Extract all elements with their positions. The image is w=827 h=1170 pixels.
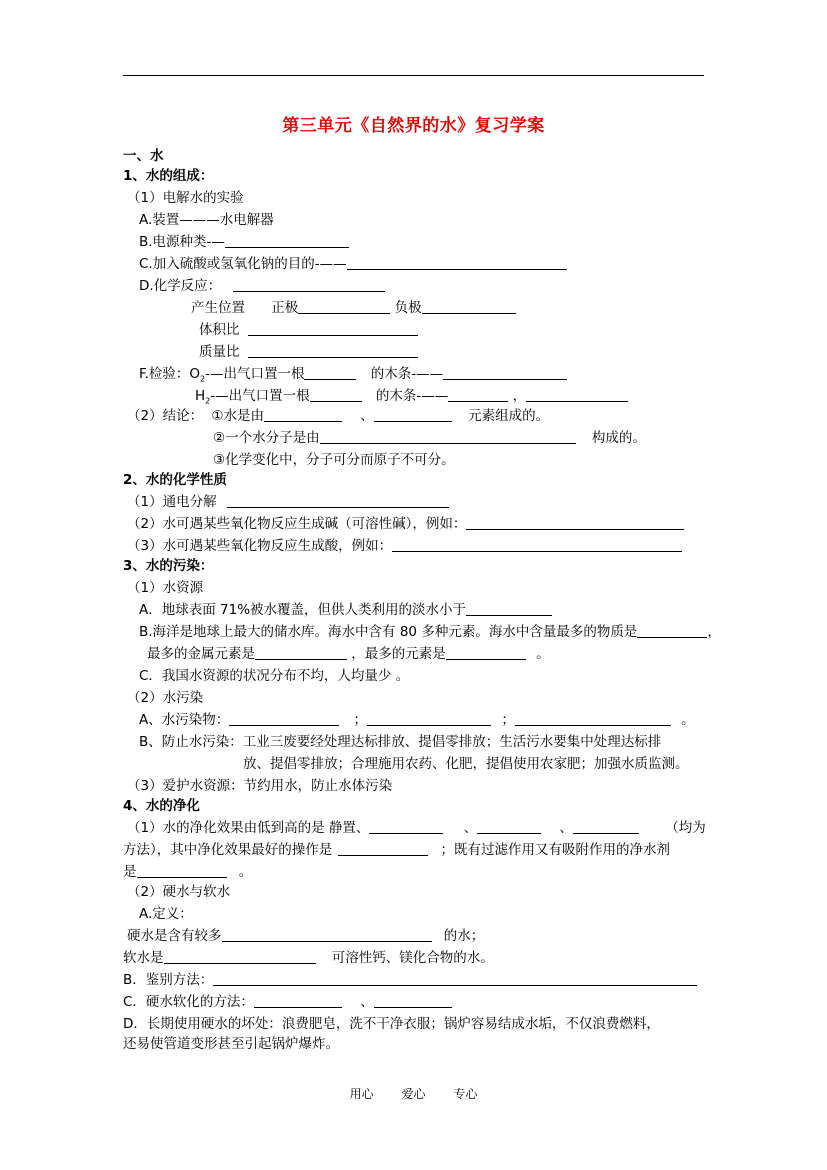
text: ，最多的元素是: [351, 646, 446, 662]
line-acid: [127, 536, 682, 556]
text: （2）结论：: [127, 408, 204, 424]
line-hard-soft: （2）硬水与软水: [127, 884, 231, 900]
blank: [443, 365, 567, 380]
text: 负极: [394, 300, 422, 316]
line-conclusion-3: ③化学变化中，分子可分而原子不可分。: [213, 452, 455, 468]
blank: [310, 387, 362, 402]
blank: [233, 277, 385, 292]
text: ①水是由: [211, 408, 264, 424]
text: ；: [353, 712, 368, 728]
line-freshwater: [139, 600, 552, 620]
text: C.加入硫酸或氢氧化钠的目的-——: [139, 256, 347, 272]
blank: [573, 819, 639, 834]
line-protect: （3）爱护水资源：节约用水，防止水体污染: [127, 778, 393, 794]
blank: [466, 515, 684, 530]
blank: [637, 623, 707, 638]
text: 构成的。: [591, 430, 646, 446]
line-hard-water: [127, 926, 484, 946]
text: ；: [501, 712, 515, 728]
text: （1）通电分解: [127, 494, 217, 510]
blank: [446, 645, 526, 660]
heading-pollution: 3、水的污染：: [123, 558, 214, 574]
line-power: [139, 232, 349, 252]
blank: [477, 819, 541, 834]
blank: [248, 343, 418, 358]
line-decompose: [127, 492, 449, 512]
line-soften: [123, 992, 452, 1012]
line-conclusion-2: [213, 428, 646, 448]
text: 、: [463, 820, 478, 836]
blank: [320, 429, 576, 444]
blank: [298, 299, 390, 314]
subscript: 2: [205, 396, 211, 406]
line-pollutants: [139, 710, 695, 730]
blank: [515, 711, 671, 726]
text: H: [195, 388, 206, 404]
blank: [526, 387, 628, 402]
text: 、: [559, 820, 573, 836]
text: 质量比: [199, 344, 240, 360]
line-water-pollution: （2）水污染: [127, 690, 204, 706]
text: ；既有过滤作用又有吸附作用的净水剂: [440, 842, 671, 858]
text: ，: [512, 388, 527, 404]
line-volume: [199, 320, 418, 340]
blank: [466, 601, 552, 616]
text: （1）水的净化效果由低到高的是 静置、: [127, 820, 370, 836]
footer-text: 爱心: [401, 1087, 426, 1101]
text: 元素组成的。: [468, 408, 550, 424]
line-purify-1: [127, 818, 706, 838]
line-conclusion-1: [127, 406, 549, 426]
text: 。: [238, 864, 253, 880]
blank: [248, 321, 418, 336]
line-purify-3: [123, 862, 252, 882]
blank: [448, 387, 508, 402]
blank: [137, 863, 227, 878]
heading-composition: 1、水的组成：: [123, 168, 214, 184]
blank: [225, 233, 349, 248]
section-heading: 一、水: [123, 148, 164, 164]
blank: [338, 841, 428, 856]
line-test-h2: [195, 386, 628, 406]
line-position: [191, 298, 516, 318]
blank: [213, 971, 697, 986]
text: （3）水可遇某些氧化物反应生成酸，例如：: [127, 538, 393, 554]
line-resources: （1）水资源: [127, 580, 204, 596]
line-test-o2: [139, 364, 567, 384]
line-china-water: C．我国水资源的状况分布不均，人均量少 。: [139, 668, 410, 684]
blank: [374, 993, 452, 1008]
text: 可溶性钙、镁化合物的水。: [331, 950, 494, 966]
text: D.化学反应：: [139, 278, 222, 294]
line-base: [127, 514, 684, 534]
text: B．鉴别方法：: [123, 972, 214, 988]
text: C．硬水软化的方法：: [123, 994, 254, 1010]
text: F.检验：O: [139, 366, 201, 382]
text: 产生位置: [191, 300, 245, 316]
line-mass: [199, 342, 418, 362]
text: B.电源种类-—: [139, 234, 225, 250]
text: 、: [360, 994, 374, 1010]
text: A．地球表面 71%被水覆盖，但供人类利用的淡水小于: [139, 602, 467, 618]
footer-text: 专心: [453, 1087, 478, 1101]
line-harm-1: D．长期使用硬水的坏处：浪费肥皂，洗不干净衣服；锅炉容易结成水垢，不仅浪费燃料，: [123, 1016, 660, 1032]
text: （均为: [665, 820, 706, 836]
text: 软水是: [123, 950, 164, 966]
blank: [369, 819, 443, 834]
line-identify: [123, 970, 697, 990]
footer-text: 用心: [349, 1087, 374, 1101]
text: ②一个水分子是由: [213, 430, 320, 446]
blank: [304, 365, 356, 380]
text: 是: [123, 864, 137, 880]
line-purify-2: [123, 840, 670, 860]
line-prevention-1: B、防止水污染：工业三废要经处理达标排放、提倡零排放；生活污水要集中处理达标排: [139, 734, 662, 750]
blank: [229, 711, 339, 726]
blank: [367, 711, 491, 726]
blank: [222, 927, 432, 942]
heading-purification: 4、水的净化: [123, 798, 200, 814]
text: 体积比: [199, 322, 240, 338]
text: 的木条-——: [370, 366, 444, 382]
blank: [264, 407, 342, 422]
heading-chemical-properties: 2、水的化学性质: [123, 472, 227, 488]
text: B.海洋是地球上最大的储水库。海水中含有 80 多种元素。海水中含量最多的物质是: [139, 624, 638, 640]
text: （2）水可遇某些氧化物反应生成碱（可溶性碱），例如：: [127, 516, 467, 532]
line-reaction: [139, 276, 385, 296]
blank: [255, 645, 347, 660]
text: 的木条-——: [375, 388, 449, 404]
text: 。: [536, 646, 550, 662]
blank: [347, 255, 567, 270]
text: -—出气口置一根: [210, 388, 310, 404]
text: 硬水是含有较多: [127, 928, 222, 944]
text: 。: [681, 712, 695, 728]
text: -—出气口置一根: [205, 366, 305, 382]
line-purpose: [139, 254, 567, 274]
blank: [422, 299, 516, 314]
text: 方法），其中净化效果最好的操作是: [123, 842, 333, 858]
blank: [374, 407, 452, 422]
text: 的水；: [443, 928, 485, 944]
text: 、: [360, 408, 374, 424]
subscript: 2: [200, 374, 206, 384]
line-electrolysis: （1）电解水的实验: [127, 190, 244, 206]
blank: [254, 993, 342, 1008]
blank: [227, 493, 449, 508]
line-apparatus: A.装置———水电解器: [139, 212, 274, 228]
line-harm-2: 还易使管道变形甚至引起锅炉爆炸。: [123, 1036, 339, 1052]
page-footer: [0, 1085, 827, 1102]
line-definition: A.定义：: [139, 906, 193, 922]
blank: [164, 949, 316, 964]
blank: [392, 537, 682, 552]
line-ocean-1: [139, 622, 721, 642]
text: 最多的金属元素是: [147, 646, 255, 662]
line-ocean-2: [147, 644, 550, 664]
header-rule: [123, 75, 704, 76]
text: ，: [707, 624, 721, 640]
line-prevention-2: 放、提倡零排放；合理施用农药、化肥，提倡使用农家肥；加强水质监测。: [243, 756, 689, 772]
text: A、水污染物：: [139, 712, 230, 728]
text: 正极: [271, 300, 299, 316]
line-soft-water: [123, 948, 494, 968]
page-title: 第三单元《自然界的水》复习学案: [282, 116, 545, 136]
